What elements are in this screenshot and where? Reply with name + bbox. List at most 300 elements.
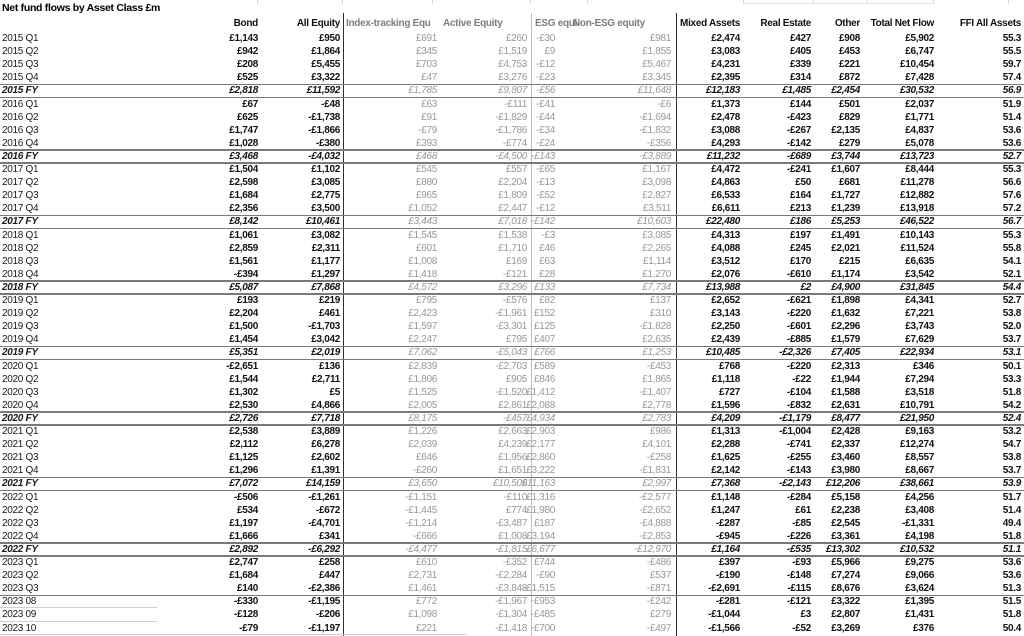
cell[interactable]: £2,839	[408, 360, 437, 372]
cell[interactable]: £125	[533, 321, 555, 333]
cell[interactable]: £537	[649, 570, 671, 582]
cell[interactable]: 54.1	[1002, 255, 1021, 267]
row-label[interactable]: 2020 Q1	[2, 360, 39, 372]
cell[interactable]: £1,855	[642, 46, 671, 58]
cell[interactable]: £13,302	[825, 543, 860, 555]
cell[interactable]: 56.9	[1002, 85, 1021, 97]
cell[interactable]: £2,204	[498, 177, 527, 189]
cell[interactable]: £50	[795, 177, 811, 189]
cell[interactable]: £82	[539, 295, 555, 306]
cell[interactable]: -£111	[504, 98, 527, 110]
cell[interactable]: £186	[789, 216, 811, 228]
cell[interactable]: -£3,889	[639, 150, 671, 162]
cell[interactable]: £1,806	[408, 373, 437, 385]
cell[interactable]: £1,544	[229, 373, 258, 385]
cell[interactable]: 59.7	[1002, 59, 1021, 71]
row-label[interactable]: 2020 FY	[2, 412, 38, 424]
cell[interactable]: £6,278	[311, 439, 340, 451]
cell[interactable]: £1,944	[831, 373, 860, 385]
cell[interactable]: -£672	[315, 504, 340, 516]
cell[interactable]: £2,177	[526, 439, 555, 451]
cell[interactable]: £1,545	[408, 229, 437, 241]
cell[interactable]: £221	[838, 59, 860, 71]
cell[interactable]: -£4,500	[495, 150, 527, 162]
cell[interactable]: £768	[718, 360, 740, 372]
cell[interactable]: £170	[789, 255, 811, 267]
cell[interactable]: £2,530	[229, 399, 258, 411]
row-label[interactable]: 2019 FY	[2, 347, 38, 359]
cell[interactable]: £3,518	[905, 386, 934, 398]
cell[interactable]: £63	[539, 255, 555, 267]
cell[interactable]: 52.7	[1002, 295, 1021, 306]
row-label[interactable]: 2018 Q4	[2, 268, 39, 280]
cell[interactable]: £4,341	[905, 295, 934, 306]
cell[interactable]: £2,818	[229, 85, 258, 97]
cell[interactable]: £2,545	[831, 517, 860, 529]
cell[interactable]: £986	[649, 426, 671, 437]
cell[interactable]: -£90	[536, 570, 555, 582]
cell[interactable]: -£44	[536, 111, 555, 123]
cell[interactable]: -£2,577	[639, 491, 671, 503]
row-label[interactable]: 2022 Q2	[2, 504, 39, 516]
cell[interactable]: £279	[649, 609, 671, 621]
cell[interactable]: £310	[649, 308, 671, 320]
cell[interactable]: £1,597	[408, 321, 437, 333]
col-header-active-equity[interactable]: Active Equity	[443, 18, 503, 29]
cell[interactable]: -£774	[502, 137, 527, 149]
cell[interactable]: -£1,261	[308, 491, 340, 503]
cell[interactable]: -£79	[418, 124, 437, 136]
cell[interactable]: £4,934	[526, 412, 555, 424]
cell[interactable]: £1,052	[408, 203, 437, 215]
cell[interactable]: £1,491	[831, 229, 860, 241]
cell[interactable]: £1,253	[642, 347, 671, 359]
col-header-bond[interactable]: Bond	[233, 18, 258, 29]
cell[interactable]: £501	[838, 98, 860, 110]
cell[interactable]: £279	[838, 137, 860, 149]
cell[interactable]: £2,827	[642, 190, 671, 202]
row-label[interactable]: 2016 Q2	[2, 111, 39, 123]
cell[interactable]: -£1,515	[523, 583, 555, 595]
cell[interactable]: -£741	[786, 439, 811, 451]
cell[interactable]: 57.2	[1002, 203, 1021, 215]
cell[interactable]: -£226	[786, 530, 811, 542]
cell[interactable]: -£267	[786, 124, 811, 136]
cell[interactable]: £703	[415, 59, 437, 71]
cell[interactable]: £3,542	[905, 268, 934, 280]
row-label[interactable]: 2022 Q3	[2, 517, 39, 529]
cell[interactable]: £169	[505, 255, 527, 267]
cell[interactable]: £5,467	[642, 59, 671, 71]
cell[interactable]: £3,345	[642, 72, 671, 84]
cell[interactable]: -£356	[646, 137, 671, 149]
cell[interactable]: £2,039	[408, 439, 437, 451]
cell[interactable]: £1,114	[642, 255, 671, 267]
cell[interactable]: £4,209	[711, 412, 740, 424]
cell[interactable]: £1,747	[229, 124, 258, 136]
cell[interactable]: -£3,301	[495, 321, 527, 333]
cell[interactable]: £4,472	[711, 164, 740, 175]
cell[interactable]: £6,747	[905, 46, 934, 58]
cell[interactable]: £245	[789, 242, 811, 254]
cell[interactable]: £2,602	[311, 452, 340, 464]
cell[interactable]: £4,863	[711, 177, 740, 189]
row-label[interactable]: 2015 Q1	[2, 33, 39, 44]
cell[interactable]: £453	[838, 46, 860, 58]
cell[interactable]: £10,603	[636, 216, 671, 228]
cell[interactable]: £91	[421, 111, 437, 123]
cell[interactable]: 52.7	[1002, 150, 1021, 162]
row-label[interactable]: 2020 Q3	[2, 386, 39, 398]
cell[interactable]: £3,083	[711, 46, 740, 58]
cell[interactable]: £1,177	[311, 255, 340, 267]
cell[interactable]: £766	[533, 347, 555, 359]
row-label[interactable]: 2020 Q4	[2, 399, 39, 411]
cell[interactable]: £10,143	[899, 229, 934, 241]
cell[interactable]: £625	[236, 111, 258, 123]
cell[interactable]: -£3,487	[495, 517, 527, 529]
row-label[interactable]: 2023 Q1	[2, 557, 39, 568]
cell[interactable]: £12,882	[899, 190, 934, 202]
col-header-real-estate[interactable]: Real Estate	[760, 18, 811, 29]
cell[interactable]: -£258	[646, 452, 671, 464]
cell[interactable]: £9,066	[905, 570, 934, 582]
cell[interactable]: 54.4	[1002, 281, 1021, 293]
cell[interactable]: -£1,828	[639, 321, 671, 333]
cell[interactable]: £1,125	[229, 452, 258, 464]
cell[interactable]: £1,809	[498, 190, 527, 202]
cell[interactable]: £1,391	[311, 465, 340, 477]
cell[interactable]: £545	[415, 164, 437, 175]
cell[interactable]: £5,966	[831, 557, 860, 568]
cell[interactable]: 51.5	[1002, 596, 1021, 608]
cell[interactable]: £2,726	[229, 412, 258, 424]
cell[interactable]: £4,101	[642, 439, 671, 451]
cell[interactable]: £1,579	[831, 334, 860, 346]
row-label[interactable]: 2017 Q3	[2, 190, 39, 202]
cell[interactable]: £219	[318, 295, 340, 306]
cell[interactable]: £213	[789, 203, 811, 215]
cell[interactable]: -£3	[541, 229, 555, 241]
cell[interactable]: -£284	[786, 491, 811, 503]
cell[interactable]: £11,648	[637, 85, 671, 97]
row-label[interactable]: 2017 FY	[2, 216, 38, 228]
cell[interactable]: £136	[318, 360, 340, 372]
cell[interactable]: £1,865	[642, 373, 671, 385]
cell[interactable]: 53.7	[1002, 465, 1021, 477]
cell[interactable]: -£1,331	[902, 517, 934, 529]
cell[interactable]: £3,361	[831, 530, 860, 542]
cell[interactable]: £46	[539, 242, 555, 254]
cell[interactable]: £9	[544, 46, 555, 58]
cell[interactable]: -£1,566	[708, 622, 740, 634]
cell[interactable]: £5,158	[831, 491, 860, 503]
cell[interactable]: -£22	[792, 373, 811, 385]
cell[interactable]: -£2,326	[779, 347, 811, 359]
cell[interactable]: £2,652	[711, 295, 740, 306]
cell[interactable]: £2,778	[642, 399, 671, 411]
cell[interactable]: £4,198	[905, 530, 934, 542]
cell[interactable]: £221	[415, 622, 437, 634]
cell[interactable]: -£2,703	[495, 360, 527, 372]
cell[interactable]: £10,532	[899, 543, 934, 555]
cell[interactable]: £427	[789, 33, 811, 44]
cell[interactable]: £3,042	[311, 334, 340, 346]
row-label[interactable]: 2021 Q4	[2, 465, 39, 477]
cell[interactable]: -£115	[787, 583, 811, 595]
cell[interactable]: £1,395	[905, 596, 934, 608]
cell[interactable]: £3	[800, 609, 811, 621]
cell[interactable]: £2,747	[229, 557, 258, 568]
cell[interactable]: £691	[415, 33, 437, 44]
cell[interactable]: £11,592	[306, 85, 340, 97]
cell[interactable]: -£1,520	[495, 386, 527, 398]
cell[interactable]: £1,164	[711, 543, 740, 555]
cell[interactable]: £4,753	[498, 59, 527, 71]
cell[interactable]: £1,028	[229, 137, 258, 149]
cell[interactable]: -£206	[315, 609, 340, 621]
cell[interactable]: £981	[649, 33, 671, 44]
row-label[interactable]: 2015 Q3	[2, 59, 39, 71]
cell[interactable]: £12,274	[899, 439, 934, 451]
cell[interactable]: 57.6	[1002, 190, 1021, 202]
cell[interactable]: £314	[789, 72, 811, 84]
cell[interactable]: £3,650	[408, 478, 437, 490]
cell[interactable]: 55.3	[1002, 229, 1021, 241]
cell[interactable]: £3,269	[831, 622, 860, 634]
row-label[interactable]: 2021 Q1	[2, 426, 39, 437]
cell[interactable]: 53.6	[1002, 557, 1021, 568]
cell[interactable]: -£220	[786, 360, 811, 372]
cell[interactable]: £2,598	[229, 177, 258, 189]
cell[interactable]: £1,980	[526, 504, 555, 516]
cell[interactable]: -£2,284	[495, 570, 527, 582]
cell[interactable]: £1,247	[711, 504, 740, 516]
cell[interactable]: -£1,829	[495, 111, 527, 123]
row-label[interactable]: 2021 FY	[2, 478, 38, 490]
cell[interactable]: -£1,738	[308, 111, 340, 123]
cell[interactable]: £14,159	[305, 478, 340, 490]
cell[interactable]: £339	[789, 59, 811, 71]
cell[interactable]: £2,903	[526, 426, 555, 437]
cell[interactable]: £4,231	[711, 59, 740, 71]
col-header-all-equity[interactable]: All Equity	[296, 18, 340, 29]
cell[interactable]: £2,250	[711, 321, 740, 333]
cell[interactable]: £2,311	[311, 242, 340, 254]
cell[interactable]: -£2,386	[308, 583, 340, 595]
row-label[interactable]: 2022 FY	[2, 543, 38, 555]
cell[interactable]: £3,296	[498, 281, 527, 293]
cell[interactable]: £3,500	[311, 203, 340, 215]
row-label[interactable]: 2019 Q4	[2, 334, 39, 346]
cell[interactable]: £1,607	[831, 164, 860, 175]
cell[interactable]: £1,561	[229, 255, 258, 267]
cell[interactable]: -£65	[536, 164, 555, 175]
cell[interactable]: 50.1	[1002, 360, 1021, 372]
cell[interactable]: £3,082	[311, 229, 340, 241]
cell[interactable]: -£3,848	[495, 583, 527, 595]
cell[interactable]: -£260	[412, 465, 437, 477]
cell[interactable]: -£143	[786, 465, 811, 477]
row-label[interactable]: 2021 Q3	[2, 452, 39, 464]
cell[interactable]: £1,174	[831, 268, 860, 280]
cell[interactable]: -£93	[792, 557, 811, 568]
cell[interactable]: £187	[533, 517, 555, 529]
cell[interactable]: -£12	[536, 203, 555, 215]
cell[interactable]: £8,444	[905, 164, 934, 175]
cell[interactable]: -£497	[646, 622, 671, 634]
cell[interactable]: £2,142	[711, 465, 740, 477]
cell[interactable]: £5,087	[229, 281, 258, 293]
cell[interactable]: -£24	[536, 137, 555, 149]
cell[interactable]: £2,005	[408, 399, 437, 411]
cell[interactable]: £12,206	[825, 478, 860, 490]
cell[interactable]: £1,538	[498, 229, 527, 241]
cell[interactable]: -£394	[233, 268, 258, 280]
cell[interactable]: -£12	[536, 59, 555, 71]
cell[interactable]: £1,625	[711, 452, 740, 464]
cell[interactable]: -£601	[786, 321, 811, 333]
cell[interactable]: £461	[318, 308, 340, 320]
cell[interactable]: £3,443	[408, 216, 437, 228]
row-label[interactable]: 2019 Q2	[2, 308, 39, 320]
cell[interactable]: £2,423	[408, 308, 437, 320]
cell[interactable]: £11,232	[706, 150, 740, 162]
cell[interactable]: £346	[912, 360, 934, 372]
cell[interactable]: £3,889	[311, 426, 340, 437]
cell[interactable]: 49.4	[1002, 517, 1021, 529]
col-header-other[interactable]: Other	[834, 18, 860, 29]
cell[interactable]: £1,727	[831, 190, 860, 202]
cell[interactable]: £67	[242, 98, 258, 110]
cell[interactable]: 53.6	[1002, 124, 1021, 136]
cell[interactable]: £5	[329, 386, 340, 398]
cell[interactable]: £46,522	[899, 216, 934, 228]
cell[interactable]: £1,061	[229, 229, 258, 241]
cell[interactable]: 55.8	[1002, 242, 1021, 254]
row-label[interactable]: 2016 FY	[2, 150, 38, 162]
cell[interactable]: -£1,832	[639, 124, 671, 136]
cell[interactable]: £5,902	[905, 33, 934, 44]
cell[interactable]: £1,596	[711, 399, 740, 411]
cell[interactable]: £7,072	[229, 478, 258, 490]
cell[interactable]: £1,297	[311, 268, 340, 280]
cell[interactable]: £2,037	[905, 98, 934, 110]
cell[interactable]: £2,238	[831, 504, 860, 516]
cell[interactable]: £341	[318, 530, 340, 542]
cell[interactable]: £31,845	[899, 281, 934, 293]
cell[interactable]: £152	[533, 308, 555, 320]
cell[interactable]: -£945	[715, 530, 740, 542]
cell[interactable]: £1,226	[408, 426, 437, 437]
cell[interactable]: £133	[533, 281, 555, 293]
row-label[interactable]: 2018 Q1	[2, 229, 39, 241]
cell[interactable]: -£423	[786, 111, 811, 123]
cell[interactable]: 52.0	[1002, 321, 1021, 333]
cell[interactable]: £2,997	[642, 478, 671, 490]
cell[interactable]: £4,256	[905, 491, 934, 503]
cell[interactable]: 53.6	[1002, 570, 1021, 582]
cell[interactable]: -£30	[536, 33, 555, 44]
cell[interactable]: £1,666	[229, 530, 258, 542]
cell[interactable]: £727	[718, 386, 740, 398]
cell[interactable]: £744	[533, 557, 555, 568]
cell[interactable]: -£485	[530, 609, 555, 621]
cell[interactable]: £589	[533, 360, 555, 372]
cell[interactable]: £2,783	[642, 412, 671, 424]
cell[interactable]: £3,512	[711, 255, 740, 267]
cell[interactable]: £1,313	[711, 426, 740, 437]
cell[interactable]: £905	[505, 373, 527, 385]
cell[interactable]: £12,183	[705, 85, 740, 97]
cell[interactable]: -£110	[503, 491, 527, 503]
cell[interactable]: £3,980	[831, 465, 860, 477]
cell[interactable]: £8,557	[905, 452, 934, 464]
col-header-mixed-assets[interactable]: Mixed Assets	[680, 18, 740, 29]
cell[interactable]: £1,864	[311, 46, 340, 58]
cell[interactable]: -£621	[786, 295, 811, 306]
cell[interactable]: -£1,815	[495, 543, 527, 555]
cell[interactable]: £1,461	[408, 583, 437, 595]
cell[interactable]: £164	[789, 190, 811, 202]
cell[interactable]: £8,175	[408, 412, 437, 424]
cell[interactable]: 50.4	[1002, 622, 1021, 634]
cell[interactable]: -£1,004	[779, 426, 811, 437]
cell[interactable]: 55.3	[1002, 33, 1021, 44]
cell[interactable]: £2,313	[831, 360, 860, 372]
cell[interactable]: £1,684	[229, 190, 258, 202]
cell[interactable]: £1,485	[782, 85, 811, 97]
cell[interactable]: £376	[912, 622, 934, 634]
cell[interactable]: £11,524	[900, 242, 934, 254]
cell[interactable]: -£5,043	[495, 347, 527, 359]
cell[interactable]: -£689	[786, 150, 811, 162]
cell[interactable]: 51.4	[1002, 111, 1021, 123]
row-label[interactable]: 2017 Q2	[2, 177, 39, 189]
cell[interactable]: £2,135	[831, 124, 860, 136]
cell[interactable]: £681	[838, 177, 860, 189]
cell[interactable]: £2,088	[526, 399, 555, 411]
cell[interactable]: 56.6	[1002, 177, 1021, 189]
cell[interactable]: -£1,407	[639, 386, 671, 398]
cell[interactable]: -£1,195	[308, 596, 340, 608]
cell[interactable]: 52.4	[1002, 412, 1021, 424]
cell[interactable]: £6,677	[526, 543, 555, 555]
cell[interactable]: -£453	[646, 360, 671, 372]
cell[interactable]: £1,373	[711, 98, 740, 110]
cell[interactable]: £557	[505, 164, 527, 175]
cell[interactable]: £28	[539, 268, 555, 280]
row-label[interactable]: 2018 Q3	[2, 255, 39, 267]
cell[interactable]: £9,275	[905, 557, 934, 568]
cell[interactable]: £10,454	[899, 59, 934, 71]
cell[interactable]: 57.4	[1002, 72, 1021, 84]
cell[interactable]: -£610	[786, 268, 811, 280]
cell[interactable]: £525	[236, 72, 258, 84]
cell[interactable]: £7,718	[311, 412, 340, 424]
col-header-esg-equity[interactable]: ESG equi	[535, 18, 578, 29]
cell[interactable]: £30,532	[899, 85, 934, 97]
cell[interactable]: £3,460	[831, 452, 860, 464]
cell[interactable]: £2,265	[642, 242, 671, 254]
cell[interactable]: 53.6	[1002, 137, 1021, 149]
cell[interactable]: -£12,970	[633, 543, 671, 555]
cell[interactable]: -£4,701	[308, 517, 340, 529]
cell[interactable]: £1,710	[498, 242, 527, 254]
cell[interactable]: 51.7	[1002, 491, 1021, 503]
cell[interactable]: -£148	[786, 570, 811, 582]
cell[interactable]: -£52	[536, 190, 555, 202]
